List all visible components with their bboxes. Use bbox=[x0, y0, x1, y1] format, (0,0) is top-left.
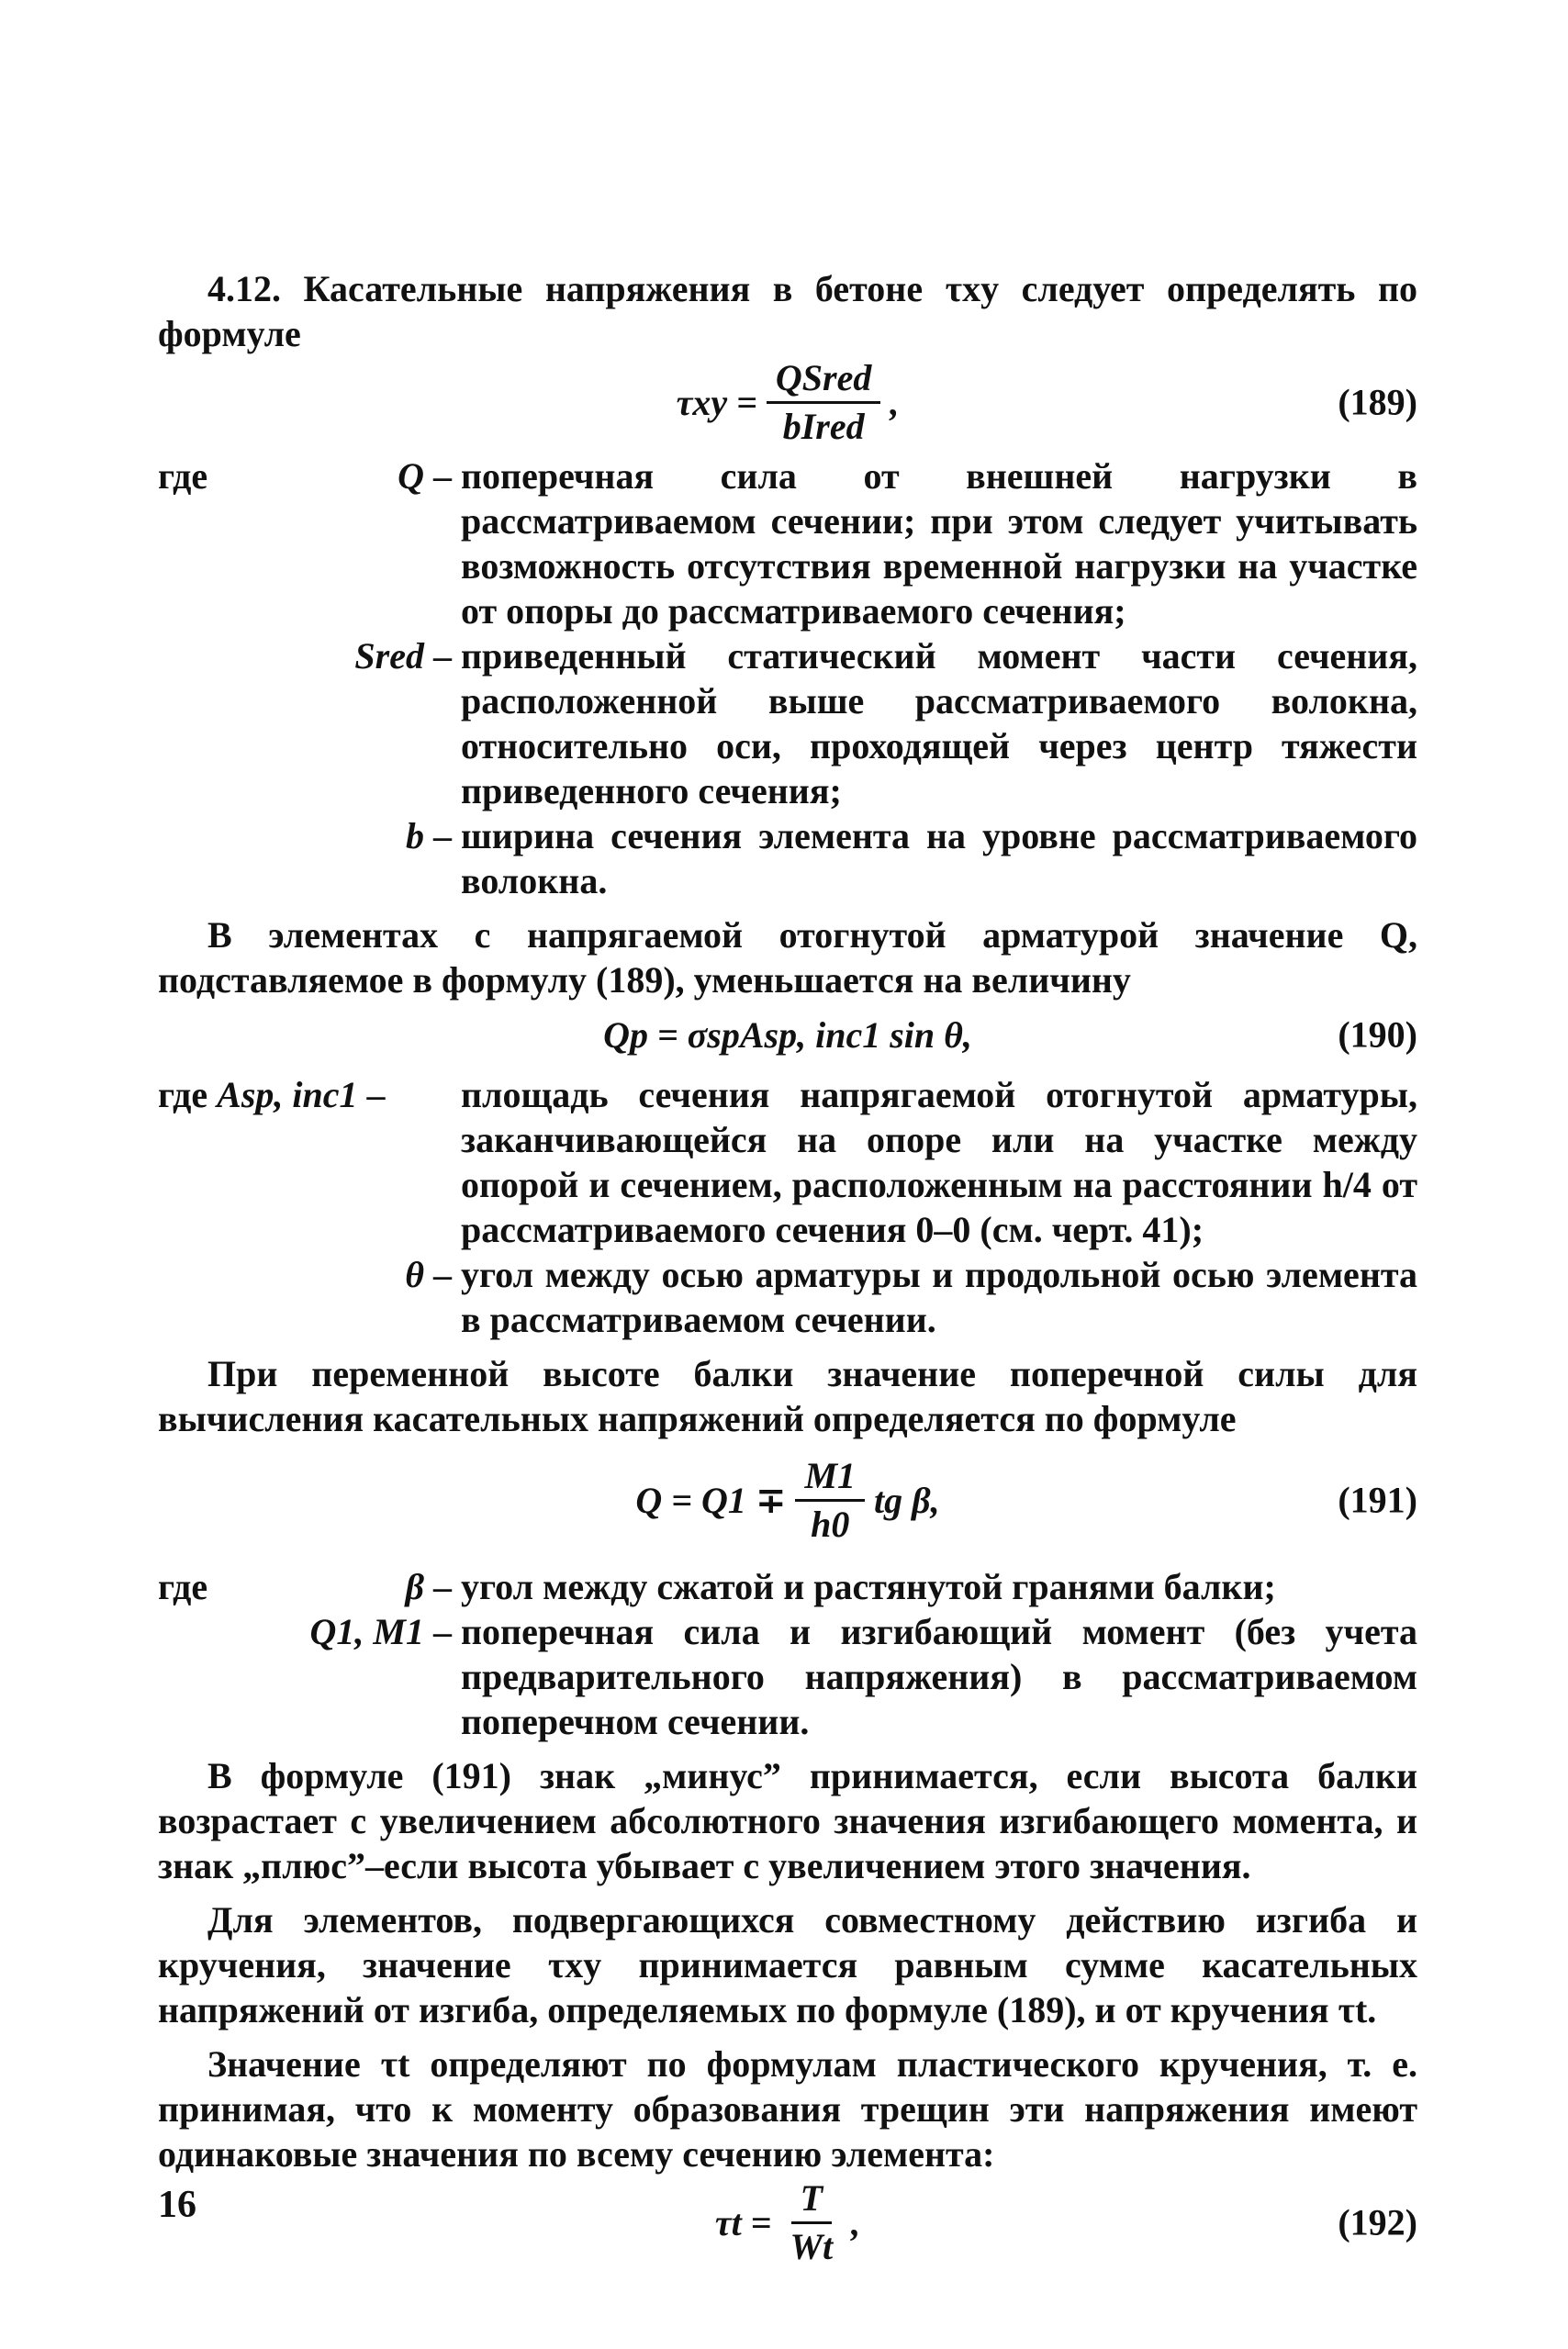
formula-192-fraction bbox=[780, 2176, 842, 2267]
formula-191-number: (191) bbox=[1338, 1479, 1417, 1521]
definition-item bbox=[158, 1072, 1417, 1252]
definition-item bbox=[158, 1609, 1417, 1744]
definition-symbol: где Asp, inc1 – bbox=[158, 1074, 386, 1115]
formula-190-number: (190) bbox=[1338, 1013, 1417, 1056]
page-body bbox=[158, 266, 1417, 2268]
formula-192-denominator: Wt bbox=[790, 2225, 834, 2267]
where-label: где bbox=[158, 1074, 208, 1115]
formula-192-lhs: τt = bbox=[714, 2201, 772, 2243]
formula-191 bbox=[158, 1441, 1417, 1559]
formula-189-number: (189) bbox=[1338, 381, 1417, 423]
paragraph-plastic-torsion: Значение τt определяют по формулам пластического кручения, т. е. принимая, что к моменту образования трещин эти напряжения имеют одинаковые значения по всему сечению элемента: bbox=[158, 2043, 1417, 2175]
paragraph-sign-rule: В формуле (191) знак „минус” принимается, если высота балки возрастает с увеличением абсолютного значения изгибающего момента, и знак „плюс”–если высота убывает с увеличением этого значения. bbox=[158, 1755, 1417, 1886]
formula-190 bbox=[158, 1002, 1417, 1067]
formula-191-denominator: h0 bbox=[811, 1503, 850, 1545]
formula-189-tail: , bbox=[890, 381, 900, 423]
definitions-191 bbox=[158, 1564, 1417, 1744]
definition-text: поперечная сила и изгибающий момент (без учета предварительного напряжения) в рассматриваемом поперечном сечении. bbox=[461, 1611, 1417, 1742]
definition-text: угол между сжатой и растянутой гранями балки; bbox=[461, 1566, 1276, 1607]
definition-symbol: Q1, M1 – bbox=[309, 1611, 452, 1652]
formula-192-numerator: T bbox=[791, 2179, 832, 2224]
definition-item bbox=[158, 633, 1417, 813]
definition-symbol: b – bbox=[406, 815, 452, 856]
paragraph-4-12: 4.12. Касательные напряжения в бетоне τxy следует определять по формуле bbox=[158, 268, 1417, 354]
formula-192 bbox=[158, 2176, 1417, 2268]
formula-189 bbox=[158, 356, 1417, 448]
definition-symbol: θ – bbox=[405, 1254, 452, 1295]
definitions-190 bbox=[158, 1072, 1417, 1342]
formula-190-expression: Qp = σspAsp, inc1 sin θ, bbox=[603, 1013, 972, 1056]
definition-item bbox=[158, 813, 1417, 903]
definition-item bbox=[158, 1252, 1417, 1342]
formula-189-lhs: τxy = bbox=[676, 381, 757, 423]
formula-189-fraction bbox=[767, 356, 880, 447]
definition-symbol: Sred – bbox=[354, 635, 452, 677]
definition-text: площадь сечения напрягаемой отогнутой арматуры, заканчивающейся на опоре или на участке между опорой и сечением, расположенным на расстоянии h/4 от рассматриваемого сечения 0–0 (см. черт. 41); bbox=[461, 1074, 1417, 1250]
paragraph-torsion: Для элементов, подвергающихся совместному действию изгиба и кручения, значение τxy принимается равным сумме касательных напряжений от изгиба, определяемых по формуле (189), и от кручения τt. bbox=[158, 1899, 1417, 2030]
definition-item bbox=[158, 453, 1417, 633]
definition-item bbox=[158, 1564, 1417, 1609]
formula-191-numerator: M1 bbox=[795, 1457, 865, 1502]
formula-192-number: (192) bbox=[1338, 2201, 1417, 2243]
definition-symbol: β – bbox=[405, 1566, 452, 1607]
formula-191-fraction bbox=[795, 1454, 865, 1545]
where-label: где bbox=[158, 1566, 208, 1607]
page-number: 16 bbox=[158, 2184, 196, 2226]
where-label: где bbox=[158, 455, 208, 497]
paragraph-variable-height: При переменной высоте балки значение поперечной силы для вычисления касательных напряжений определяется по формуле bbox=[158, 1353, 1417, 1439]
definition-text: приведенный статический момент части сечения, расположенной выше рассматриваемого волокна, относительно оси, проходящей через центр тяжести приведенного сечения; bbox=[461, 635, 1417, 811]
definitions-189 bbox=[158, 453, 1417, 903]
definition-symbol: Q – bbox=[398, 455, 452, 497]
definition-text: ширина сечения элемента на уровне рассматриваемого волокна. bbox=[461, 815, 1417, 901]
definition-text: поперечная сила от внешней нагрузки в рассматриваемом сечении; при этом следует учитывать возможность отсутствия временной нагрузки на участке от опоры до рассматриваемого сечения; bbox=[461, 455, 1417, 632]
formula-189-numerator: QSred bbox=[767, 359, 880, 404]
paragraph-prestressed: В элементах с напрягаемой отогнутой арматурой значение Q, подставляемое в формулу (189), уменьшается на величину bbox=[158, 914, 1417, 1001]
formula-191-tail: tg β, bbox=[874, 1479, 940, 1521]
formula-189-denominator: bIred bbox=[782, 405, 865, 447]
formula-192-tail: , bbox=[851, 2201, 861, 2243]
definition-text: угол между осью арматуры и продольной осью элемента в рассматриваемом сечении. bbox=[461, 1254, 1417, 1340]
formula-191-lhs: Q = Q1 ∓ bbox=[635, 1479, 787, 1521]
